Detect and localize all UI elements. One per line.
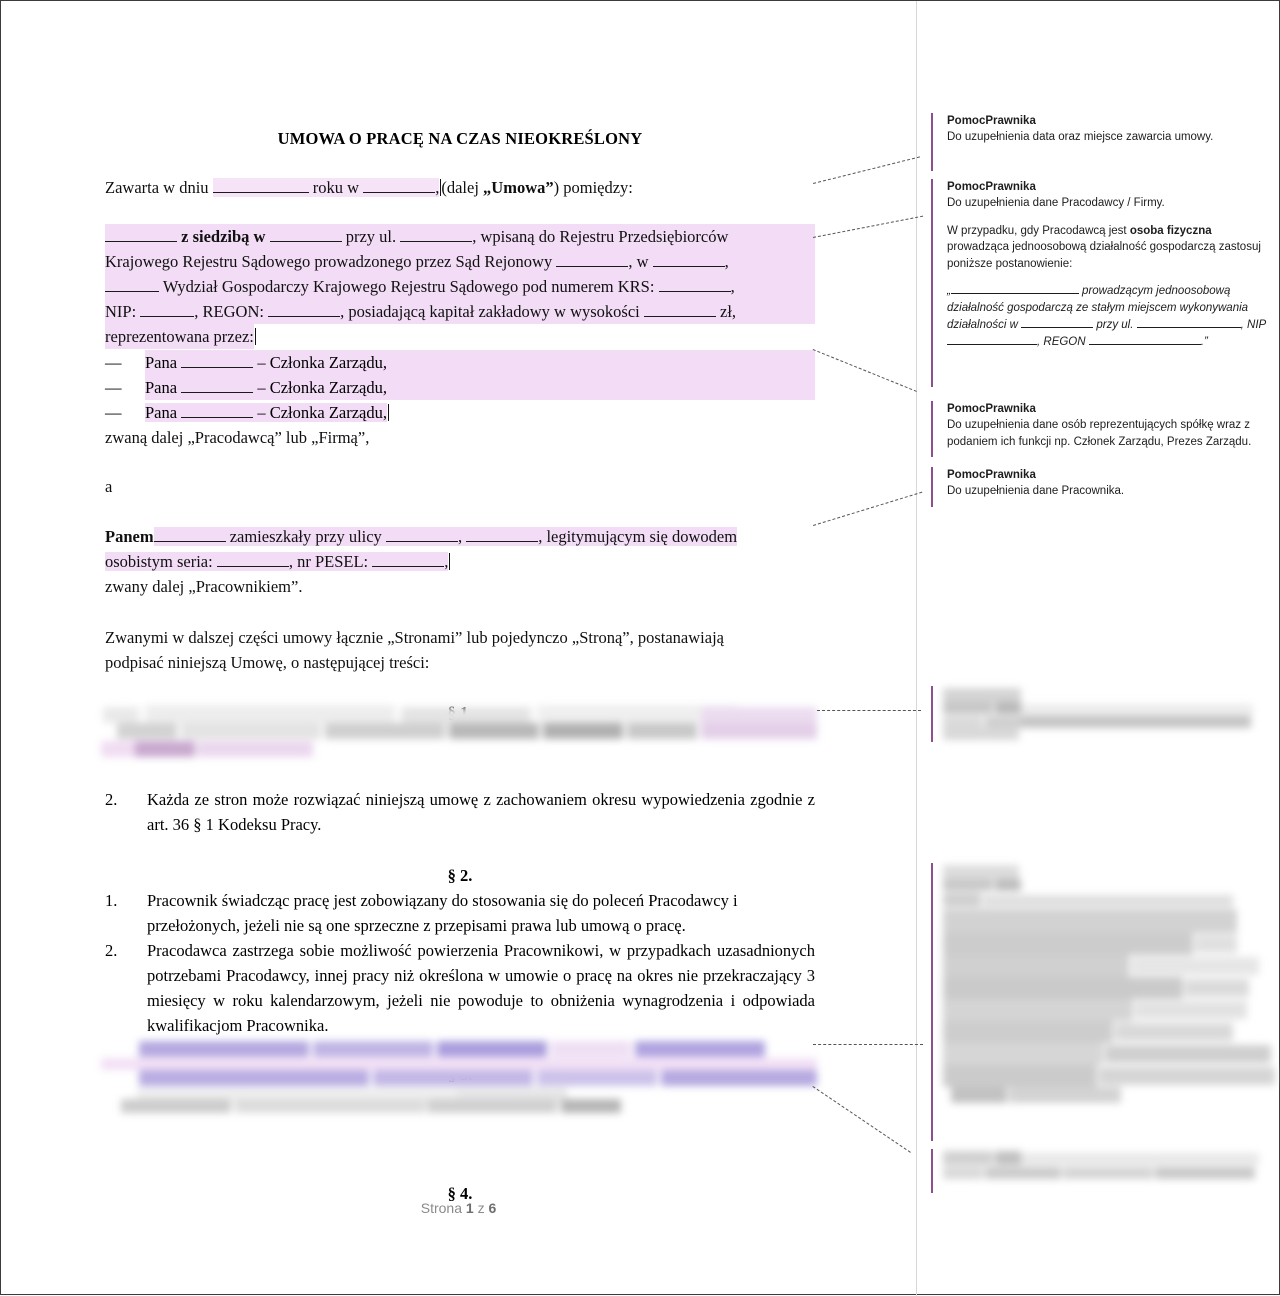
board-member-3[interactable] [145, 400, 815, 425]
blank-quote-city[interactable] [1021, 318, 1093, 328]
board-member-1[interactable] [145, 350, 815, 375]
employee-called [105, 574, 815, 599]
comments-pane[interactable] [917, 1, 1280, 1296]
employer-court-label: Krajowego Rejestru Sądowego prowadzonego przez Sąd Rejonowy [105, 252, 553, 271]
section-heading-4: § 4. [447, 1184, 473, 1203]
quote-g: , REGON [1037, 336, 1086, 348]
redacted-block-section-1 [101, 705, 817, 757]
comment-body-text: Do uzupełnienia dane Pracodawcy / Firmy. [947, 197, 1165, 209]
comment-card[interactable] [931, 179, 1275, 387]
board-member-3-prefix: Pana [145, 403, 178, 422]
quote-open: „ [947, 285, 951, 297]
em-dash-icon: — [105, 403, 122, 422]
blank-employee-city[interactable] [466, 527, 538, 542]
footer-prefix: Strona [420, 1200, 462, 1216]
redacted-comment-body [943, 688, 1273, 740]
blank-employee-street[interactable] [386, 527, 458, 542]
intro-paragraph [105, 175, 815, 200]
comment-author: PomocPrawnika [947, 181, 1036, 193]
blank-quote-street[interactable] [1137, 318, 1241, 328]
employee-id-label: osobistym seria: [105, 552, 213, 571]
list-item[interactable] [105, 400, 815, 425]
list-item[interactable] [105, 350, 815, 375]
blank-employee-name[interactable] [154, 527, 226, 542]
comment-card[interactable] [931, 467, 1275, 507]
list-number: 1. [105, 891, 118, 910]
quote-close: .” [1200, 336, 1208, 348]
page-footer [1, 1200, 916, 1216]
blank-regon[interactable] [268, 302, 340, 317]
blank-board-member-2[interactable] [181, 378, 253, 393]
comment-body [947, 417, 1275, 450]
redacted-block-section-3 [101, 1041, 817, 1113]
employer-represented-label: reprezentowana przez: [105, 327, 254, 346]
comment-author: PomocPrawnika [947, 469, 1036, 481]
blank-division[interactable] [105, 277, 159, 292]
comment-quote-line-1 [947, 283, 1275, 300]
intro-roku-w: roku w [312, 178, 360, 197]
comment-quote-line-2: działalność gospodarczą ze stałym miejscem wykonywania [947, 302, 1249, 314]
blank-court-city[interactable] [653, 252, 725, 267]
employer-krs-label: Wydział Gospodarczy Krajowego Rejestru Sądowego pod numerem KRS: [162, 277, 655, 296]
quote-d: działalności w [947, 319, 1018, 331]
text-caret-2 [255, 328, 256, 345]
employer-line-1[interactable] [105, 224, 815, 249]
employee-pesel-label: , nr PESEL: [288, 552, 369, 571]
comment-extra-intro-a: W przypadku, gdy Pracodawcą jest [947, 224, 1130, 237]
employer-line-5[interactable] [105, 324, 254, 349]
redacted-comment-body [943, 865, 1280, 1133]
employer-line-4[interactable] [105, 299, 815, 324]
board-member-1-role: – Członka Zarządu, [257, 353, 387, 372]
comment-card[interactable] [931, 113, 1275, 171]
board-member-2[interactable] [145, 375, 815, 400]
blank-board-member-1[interactable] [181, 353, 253, 368]
intro-lead: Zawarta w dniu [105, 178, 209, 197]
comment-body-text: Do uzupełnienia data oraz miejsce zawarcia umowy. [947, 131, 1214, 143]
em-dash-icon: — [105, 378, 122, 397]
employer-street-label: przy ul. [345, 227, 397, 246]
employer-currency: zł, [720, 302, 737, 321]
intro-dalej: (dalej „Umowa”) pomiędzy: [441, 178, 633, 197]
list-body: Pracownik świadcząc pracę jest zobowiązany do stosowania się do poleceń Pracodawcy i przełożonych, jeżeli nie są one sprzeczne z przepisami prawa lub umową o pracę. [147, 891, 738, 935]
comment-author: PomocPrawnika [947, 403, 1036, 415]
preamble [105, 625, 815, 675]
blank-capital[interactable] [644, 302, 716, 317]
comment-body-text: Do uzupełnienia dane Pracownika. [947, 485, 1125, 497]
employee-label: Panem [105, 527, 154, 546]
intro-highlight[interactable]: roku w , [213, 178, 440, 197]
employer-seat-label: z siedzibą w [181, 227, 266, 246]
comment-card[interactable] [931, 401, 1275, 457]
comment-card-redacted[interactable] [931, 1149, 1275, 1193]
board-member-2-prefix: Pana [145, 378, 178, 397]
text-caret-4 [449, 553, 450, 570]
comment-extra-intro [947, 223, 1275, 240]
redacted-comment-body [943, 1151, 1273, 1189]
blank-quote-regon[interactable] [1089, 335, 1201, 345]
section-2-item-2 [105, 938, 815, 1038]
list-number: 2. [105, 790, 118, 809]
footer-total-pages: 6 [488, 1200, 497, 1216]
employer-nip-label: NIP: [105, 302, 137, 321]
comment-card-redacted[interactable] [931, 863, 1275, 1141]
list-item[interactable] [105, 375, 815, 400]
employer-line1-tail: , wpisaną do Rejestru Przedsiębiorców [472, 227, 729, 246]
em-dash-icon: — [105, 353, 122, 372]
preamble-line-1: Zwanymi w dalszej części umowy łącznie „Stronami” lub pojedynczo „Stroną”, postanawiają [105, 628, 724, 647]
employee-line-1[interactable]: Panem zamieszkały przy ulicy , , legitymującym się dowodem [105, 527, 738, 546]
blank-quote-nip[interactable] [947, 335, 1037, 345]
comment-quote-line-3 [947, 317, 1275, 334]
employer-line-2[interactable]: Krajowego Rejestru Sądowego prowadzonego przez Sąd Rejonowy , w , [105, 249, 815, 274]
blank-quote-name[interactable] [951, 284, 1079, 294]
footer-middle: z [477, 1200, 485, 1216]
section-heading-2: § 2. [447, 866, 473, 885]
employer-capital-label: , posiadającą kapitał zakładowy w wysokości [340, 302, 640, 321]
comment-body [947, 483, 1275, 500]
blank-board-member-3[interactable] [181, 403, 253, 418]
footer-page-number: 1 [465, 1200, 474, 1216]
blank-seat-city[interactable] [270, 227, 342, 242]
employee-called-text: zwany dalej „Pracownikiem”. [105, 577, 303, 596]
employee-line-2[interactable]: osobistym seria: , nr PESEL: , [105, 552, 449, 571]
quote-b: prowadzącym jednoosobową [1082, 285, 1231, 297]
employer-block [105, 224, 815, 349]
comment-card-redacted[interactable] [931, 686, 1275, 742]
board-members-list [105, 350, 815, 425]
blank-court[interactable] [556, 252, 628, 267]
comment-quote-line-4 [947, 334, 1275, 351]
quote-f: , NIP [1240, 319, 1267, 331]
list-body: Pracodawca zastrzega sobie możliwość powierzenia Pracownikowi, w przypadkach uzasadnionych potrzebami Pracodawcy, innej pracy niż określona w umowie o pracę na okres nie przekraczający 3 miesięcy w roku kalendarzowym, jeżeli nie powoduje to obniżenia wynagrodzenia i odpowiada kwalifikacjom Pracownika. [147, 941, 815, 1035]
preamble-line-2: podpisać niniejszą Umowę, o następującej treści: [105, 653, 430, 672]
list-body: Każda ze stron może rozwiązać niniejszą umowę z zachowaniem okresu wypowiedzenia zgodnie z art. 36 § 1 Kodeksu Pracy. [147, 790, 815, 834]
board-member-1-prefix: Pana [145, 353, 178, 372]
comment-extra-intro-b: prowadząca jednoosobową działalność gospodarczą zastosuj poniższe postanowienie: [947, 241, 1261, 270]
blank-krs[interactable] [659, 277, 731, 292]
quote-e: przy ul. [1096, 319, 1134, 331]
board-member-2-role: – Członka Zarządu, [257, 378, 387, 397]
blank-date[interactable] [213, 178, 309, 193]
section-2-item-1 [105, 888, 815, 938]
blank-place[interactable] [363, 178, 435, 193]
comment-body-text: Do uzupełnienia dane osób reprezentujących spółkę wraz z podaniem ich funkcji np. Członek Zarządu, Prezes Zarządu. [947, 419, 1252, 448]
employee-block [105, 524, 815, 599]
blank-pesel[interactable] [372, 552, 444, 567]
employee-line1-tail: , legitymującym się dowodem [538, 527, 738, 546]
page-title: UMOWA O PRACĘ NA CZAS NIEOKREŚLONY [277, 129, 643, 148]
text-caret-3 [388, 404, 389, 421]
list-number: 2. [105, 941, 118, 960]
blank-id-series[interactable] [217, 552, 289, 567]
comment-extra-intro-bold: osoba fizyczna [1129, 224, 1212, 237]
employer-called [105, 425, 815, 450]
employer-line-3[interactable]: Wydział Gospodarczy Krajowego Rejestru Sądowego pod numerem KRS: , [105, 274, 815, 299]
document-pane[interactable] [1, 1, 916, 1296]
comment-body [947, 195, 1275, 351]
blank-street[interactable] [400, 227, 472, 242]
comment-body [947, 129, 1275, 146]
conjunction: a [105, 477, 113, 496]
employer-regon-label: , REGON: [194, 302, 264, 321]
blank-company-name[interactable] [105, 227, 177, 242]
employee-address-label: zamieszkały przy ulicy [229, 527, 382, 546]
blank-nip[interactable] [140, 302, 194, 317]
board-member-3-role: – Członka Zarządu, [257, 403, 387, 422]
section-1-item-2 [105, 787, 815, 837]
employer-called-text: zwaną dalej „Pracodawcą” lub „Firmą”, [105, 428, 370, 447]
employer-line2-tail: , w [628, 252, 649, 271]
comment-author: PomocPrawnika [947, 115, 1036, 127]
